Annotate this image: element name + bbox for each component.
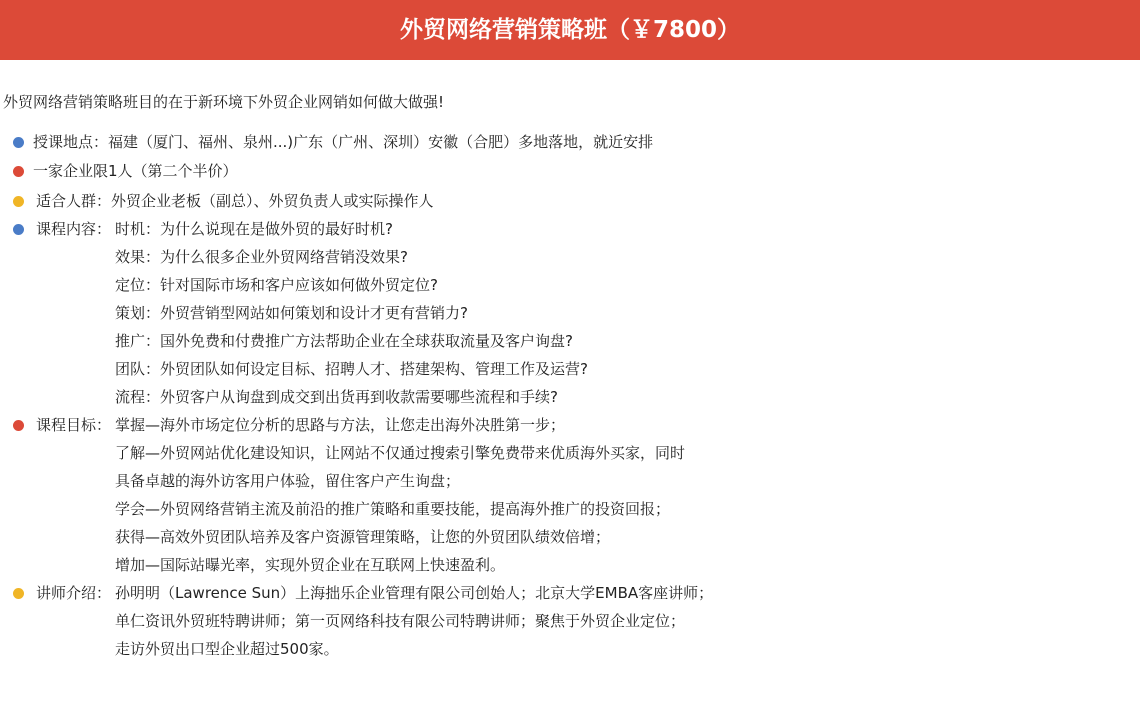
yellow-dot-icon <box>13 588 24 599</box>
limit-text: 一家企业限1人（第二个半价） <box>33 162 238 180</box>
instructor-line: 单仁资讯外贸班特聘讲师；第一页网络科技有限公司特聘讲师；聚焦于外贸企业定位； <box>115 612 686 630</box>
goal-line: 学会—外贸网络营销主流及前沿的推广策略和重要技能，提高海外推广的投资回报； <box>115 500 671 518</box>
goal-line: 了解—外贸网站优化建设知识，让网站不仅通过搜索引擎免费带来优质海外买家，同时 <box>115 444 686 462</box>
intro-text: 外贸网络营销策略班目的在于新环境下外贸企业网销如何做大做强! <box>3 93 445 111</box>
audience-text: 适合人群：外贸企业老板（副总）、外贸负责人或实际操作人 <box>36 192 434 210</box>
instructor-label: 讲师介绍： <box>36 584 112 602</box>
content-label: 课程内容： <box>36 220 112 238</box>
red-dot-icon <box>13 420 24 431</box>
location-text: 授课地点：福建（厦门、福州、泉州...)广东（广州、深圳）安徽（合肥）多地落地，就近安排 <box>33 133 654 151</box>
goal-line: 具备卓越的海外访客用户体验，留住客户产生询盘； <box>115 472 461 490</box>
yellow-dot-icon <box>13 196 24 207</box>
red-dot-icon <box>13 166 24 177</box>
goal-line: 增加—国际站曝光率，实现外贸企业在互联网上快速盈利。 <box>115 556 506 574</box>
content-line: 策划：外贸营销型网站如何策划和设计才更有营销力? <box>115 304 468 322</box>
page-title: 外贸网络营销策略班（￥7800） <box>0 0 1140 60</box>
blue-dot-icon <box>13 137 24 148</box>
blue-dot-icon <box>13 224 24 235</box>
goals-label: 课程目标： <box>36 416 112 434</box>
goal-line: 获得—高效外贸团队培养及客户资源管理策略，让您的外贸团队绩效倍增； <box>115 528 611 546</box>
content-line: 流程：外贸客户从询盘到成交到出货再到收款需要哪些流程和手续? <box>115 388 558 406</box>
goal-line: 掌握—海外市场定位分析的思路与方法，让您走出海外决胜第一步； <box>115 416 566 434</box>
content-line: 团队：外贸团队如何设定目标、招聘人才、搭建架构、管理工作及运营? <box>115 360 588 378</box>
instructor-line: 走访外贸出口型企业超过500家。 <box>115 640 339 658</box>
content-line: 时机：为什么说现在是做外贸的最好时机? <box>115 220 393 238</box>
content-line: 定位：针对国际市场和客户应该如何做外贸定位? <box>115 276 438 294</box>
instructor-line: 孙明明（Lawrence Sun）上海拙乐企业管理有限公司创始人；北京大学EMBA客座讲师； <box>115 584 714 602</box>
content-line: 推广：国外免费和付费推广方法帮助企业在全球获取流量及客户询盘? <box>115 332 573 350</box>
content-line: 效果：为什么很多企业外贸网络营销没效果? <box>115 248 408 266</box>
